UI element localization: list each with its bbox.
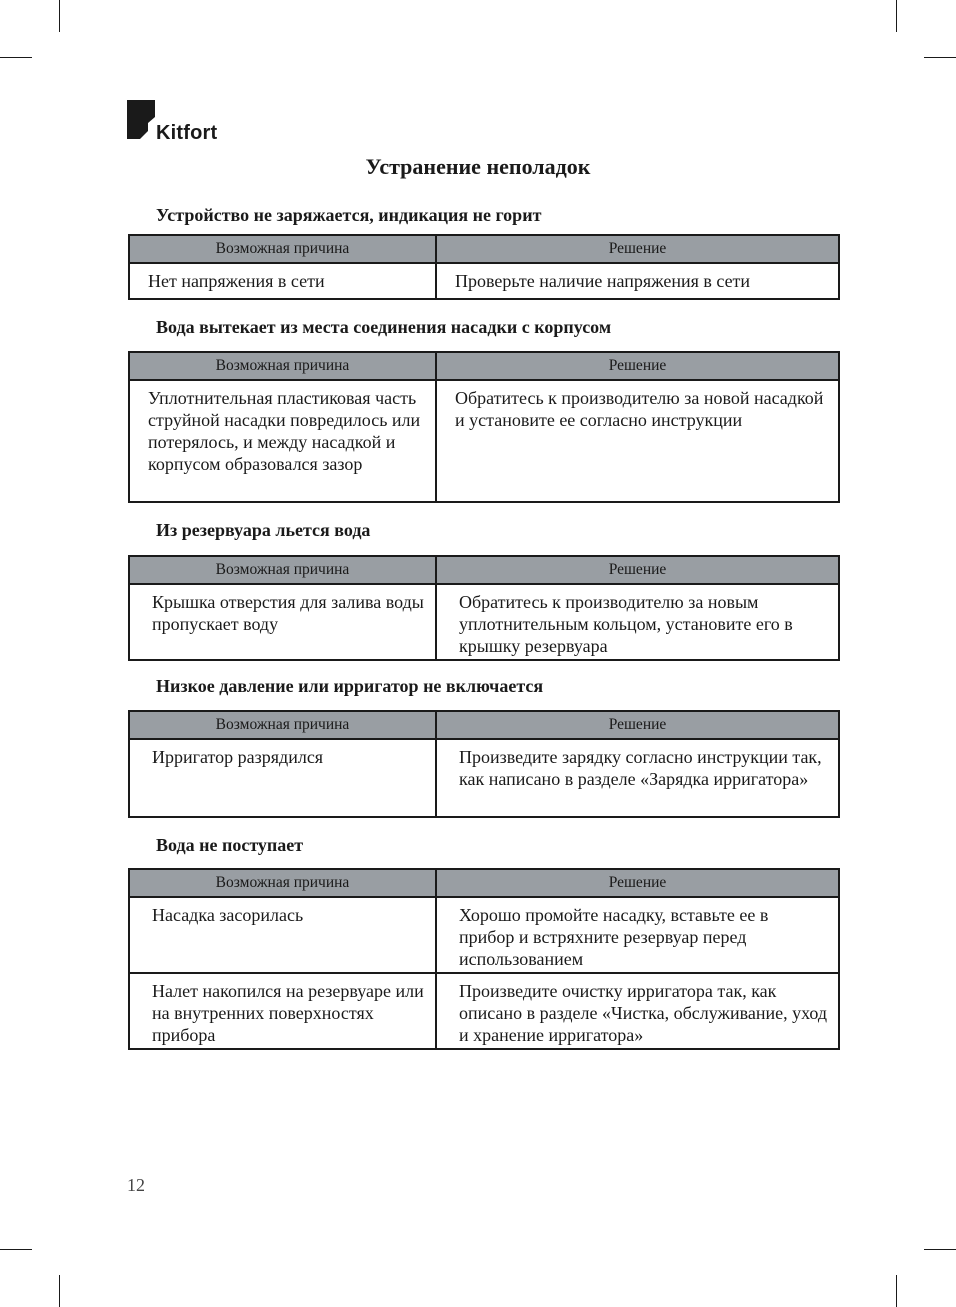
cause-cell: Уплотнительная пластиковая часть струйной насадки повредилось или потерялось, и между насадкой и корпусом образовался зазор xyxy=(129,380,436,502)
crop-mark xyxy=(896,1275,897,1307)
cause-cell: Ирригатор разрядился xyxy=(129,739,436,817)
section-title: Низкое давление или ирригатор не включается xyxy=(156,676,544,696)
section-title: Из резервуара льется вода xyxy=(156,520,371,540)
troubleshooting-table xyxy=(128,555,840,661)
header-cause: Возможная причина xyxy=(129,235,436,263)
troubleshooting-table xyxy=(128,868,840,1050)
solution-cell: Произведите зарядку согласно инструкции так, как написано в разделе «Зарядка ирригатора» xyxy=(436,739,839,817)
header-cause: Возможная причина xyxy=(129,556,436,584)
cause-cell: Нет напряжения в сети xyxy=(129,263,436,299)
page-title: Устранение неполадок xyxy=(365,154,591,179)
page-number: 12 xyxy=(127,1175,145,1195)
table-row xyxy=(129,380,839,502)
crop-mark xyxy=(0,57,32,58)
table-row xyxy=(129,897,839,973)
section-title: Вода не поступает xyxy=(156,835,304,855)
crop-mark xyxy=(924,57,956,58)
crop-mark xyxy=(59,0,60,32)
solution-cell: Обратитесь к производителю за новой насадкой и установите ее согласно инструкции xyxy=(436,380,839,502)
table-header-row xyxy=(129,556,839,584)
table-header-row xyxy=(129,869,839,897)
crop-mark xyxy=(896,0,897,32)
troubleshooting-table xyxy=(128,710,840,818)
crop-mark xyxy=(924,1249,956,1250)
header-cause: Возможная причина xyxy=(129,869,436,897)
cause-cell: Крышка отверстия для залива воды пропускает воду xyxy=(129,584,436,660)
table-header-row xyxy=(129,352,839,380)
section-title: Вода вытекает из места соединения насадки с корпусом xyxy=(156,317,612,337)
solution-cell: Произведите очистку ирригатора так, как описано в разделе «Чистка, обслуживание, уход и хранение ирригатора» xyxy=(436,973,839,1049)
kitfort-logo-icon xyxy=(126,99,156,147)
section-title: Устройство не заряжается, индикация не горит xyxy=(156,205,542,225)
brand-name: Kitfort xyxy=(156,122,218,144)
table-header-row xyxy=(129,235,839,263)
solution-cell: Проверьте наличие напряжения в сети xyxy=(436,263,839,299)
header-solution: Решение xyxy=(436,235,839,263)
troubleshooting-table xyxy=(128,234,840,300)
table-header-row xyxy=(129,711,839,739)
brand-logo xyxy=(126,99,266,147)
header-solution: Решение xyxy=(436,711,839,739)
cause-cell: Насадка засорилась xyxy=(129,897,436,973)
cause-cell: Налет накопился на резервуаре или на внутренних поверхностях прибора xyxy=(129,973,436,1049)
table-row xyxy=(129,584,839,660)
table-row xyxy=(129,739,839,817)
header-solution: Решение xyxy=(436,352,839,380)
crop-mark xyxy=(59,1275,60,1307)
solution-cell: Обратитесь к производителю за новым уплотнительным кольцом, установите его в крышку резервуара xyxy=(436,584,839,660)
header-solution: Решение xyxy=(436,556,839,584)
table-row xyxy=(129,973,839,1049)
solution-cell: Хорошо промойте насадку, вставьте ее в прибор и встряхните резервуар перед использованием xyxy=(436,897,839,973)
header-cause: Возможная причина xyxy=(129,352,436,380)
header-solution: Решение xyxy=(436,869,839,897)
header-cause: Возможная причина xyxy=(129,711,436,739)
table-row xyxy=(129,263,839,299)
crop-mark xyxy=(0,1249,32,1250)
troubleshooting-table xyxy=(128,351,840,503)
